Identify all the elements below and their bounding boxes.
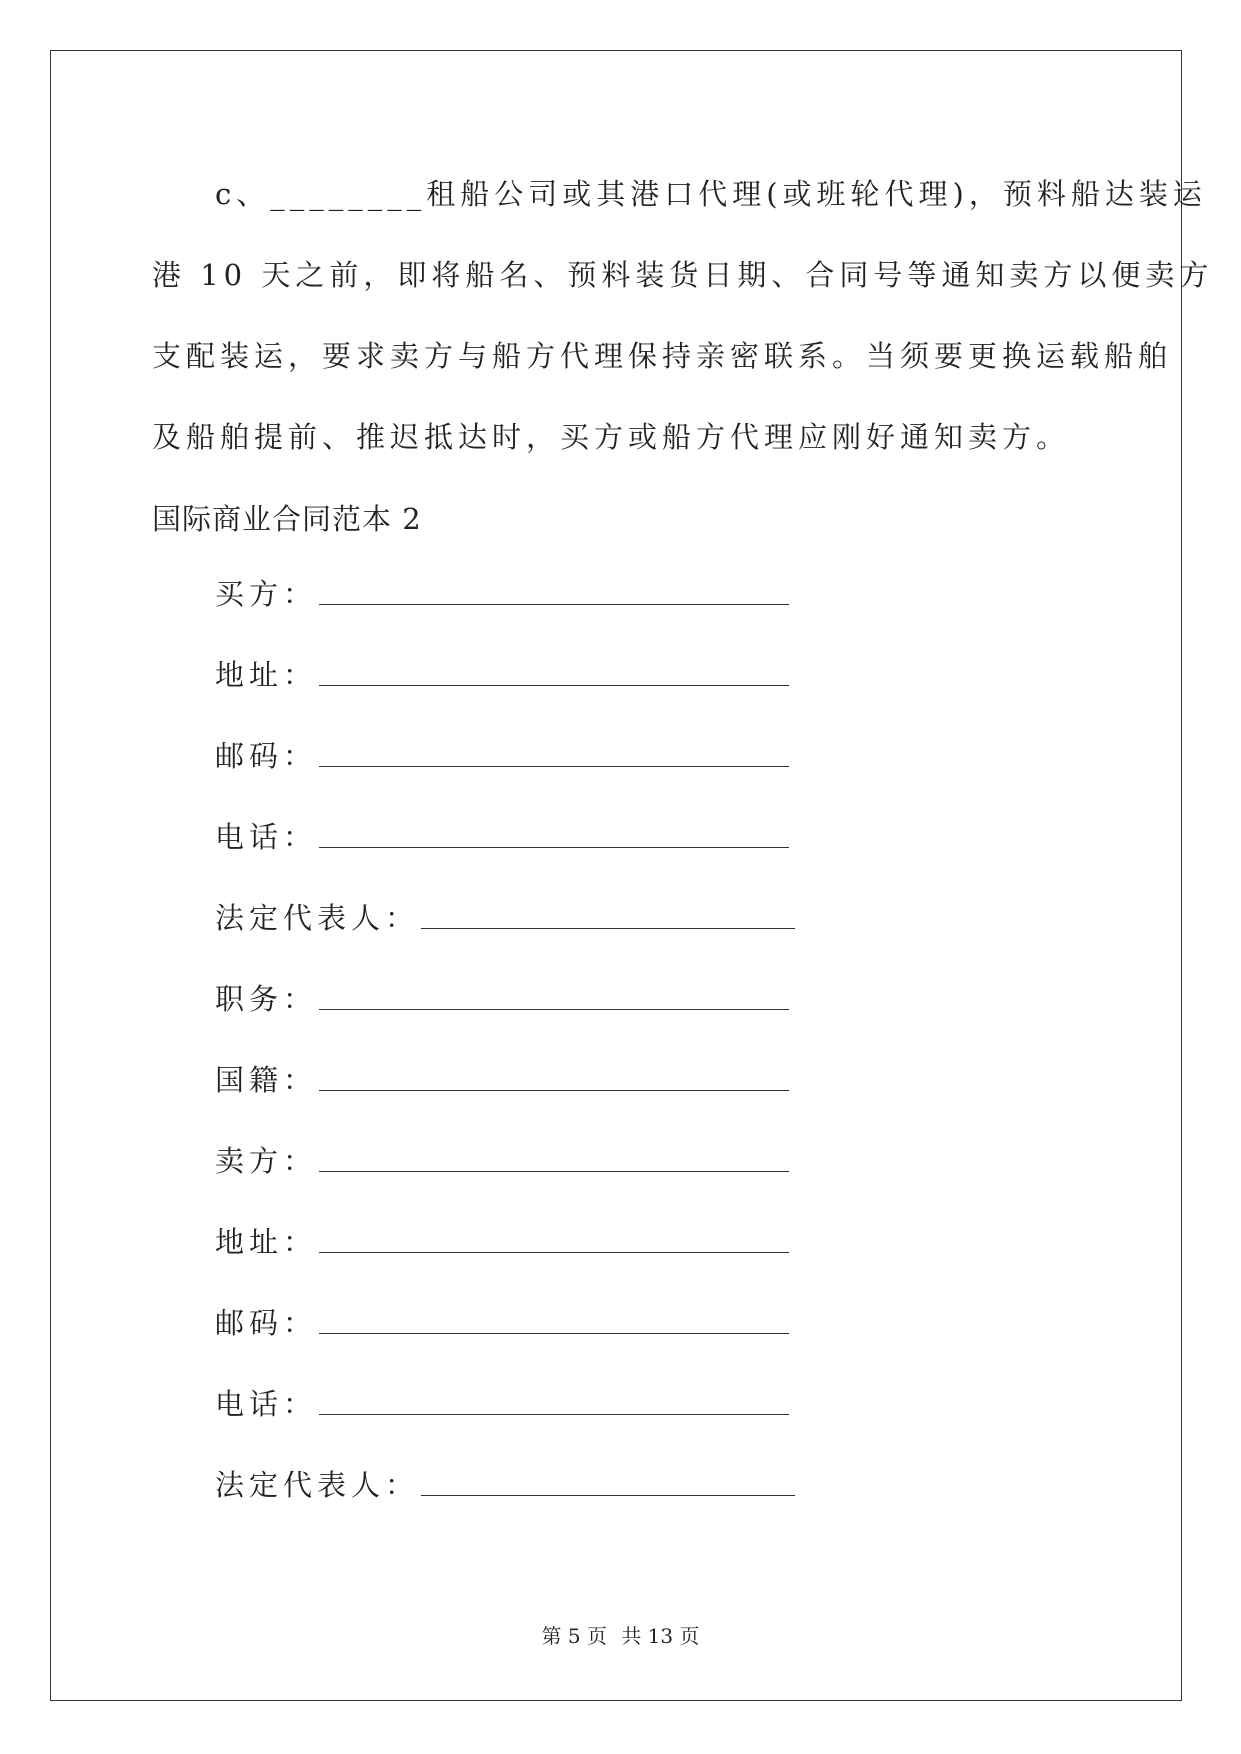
fill-in-blank[interactable] [319,1413,789,1415]
field-label: 邮码： [215,739,318,773]
fill-in-blank[interactable] [319,1089,789,1091]
form-field-seller [215,1140,789,1180]
form-field-phone [215,816,789,856]
field-label: 买方： [215,577,318,611]
field-label: 国籍： [215,1063,318,1097]
paragraph-line-1: c、________租船公司或其港口代理(或班轮代理)，预料船达装运 [215,177,1207,211]
fill-in-blank[interactable] [319,1251,789,1253]
form-field-address-2 [215,1221,789,1261]
field-label: 法定代表人： [215,901,420,935]
fill-in-blank[interactable] [319,846,789,848]
field-label: 地址： [215,658,318,692]
section-title: 国际商业合同范本 2 [152,502,422,536]
fill-in-blank[interactable] [319,1008,789,1010]
form-field-buyer [215,573,789,613]
field-label: 地址： [215,1225,318,1259]
field-label: 邮码： [215,1306,318,1340]
form-field-address [215,654,789,694]
paragraph-line-3: 支配装运，要求卖方与船方代理保持亲密联系。当须要更换运载船舶 [152,339,1173,373]
form-field-legal-rep-2 [215,1464,795,1504]
form-field-position [215,978,789,1018]
field-label: 法定代表人： [215,1468,420,1502]
page-total: 共 13 页 [621,1624,700,1648]
form-field-legal-rep [215,897,795,937]
fill-in-blank[interactable] [319,1332,789,1334]
field-label: 电话： [215,1387,318,1421]
page-number: 第 5 页 [541,1624,607,1648]
page-border [50,50,1214,1701]
fill-in-blank[interactable] [319,765,789,767]
form-field-phone-2 [215,1383,789,1423]
paragraph-line-2: 港 10 天之前，即将船名、预料装货日期、合同号等通知卖方以便卖方 [152,258,1214,292]
form-field-postcode [215,735,789,775]
form-field-postcode-2 [215,1302,789,1342]
paragraph-line-4: 及船舶提前、推迟抵达时，买方或船方代理应刚好通知卖方。 [152,420,1071,454]
form-field-nationality [215,1059,789,1099]
fill-in-blank[interactable] [319,603,789,605]
fill-in-blank[interactable] [319,684,789,686]
page-footer [0,1620,1241,1649]
field-label: 卖方： [215,1144,318,1178]
field-label: 电话： [215,820,318,854]
field-label: 职务： [215,982,318,1016]
fill-in-blank[interactable] [421,927,795,929]
fill-in-blank[interactable] [319,1170,789,1172]
fill-in-blank[interactable] [421,1494,795,1496]
